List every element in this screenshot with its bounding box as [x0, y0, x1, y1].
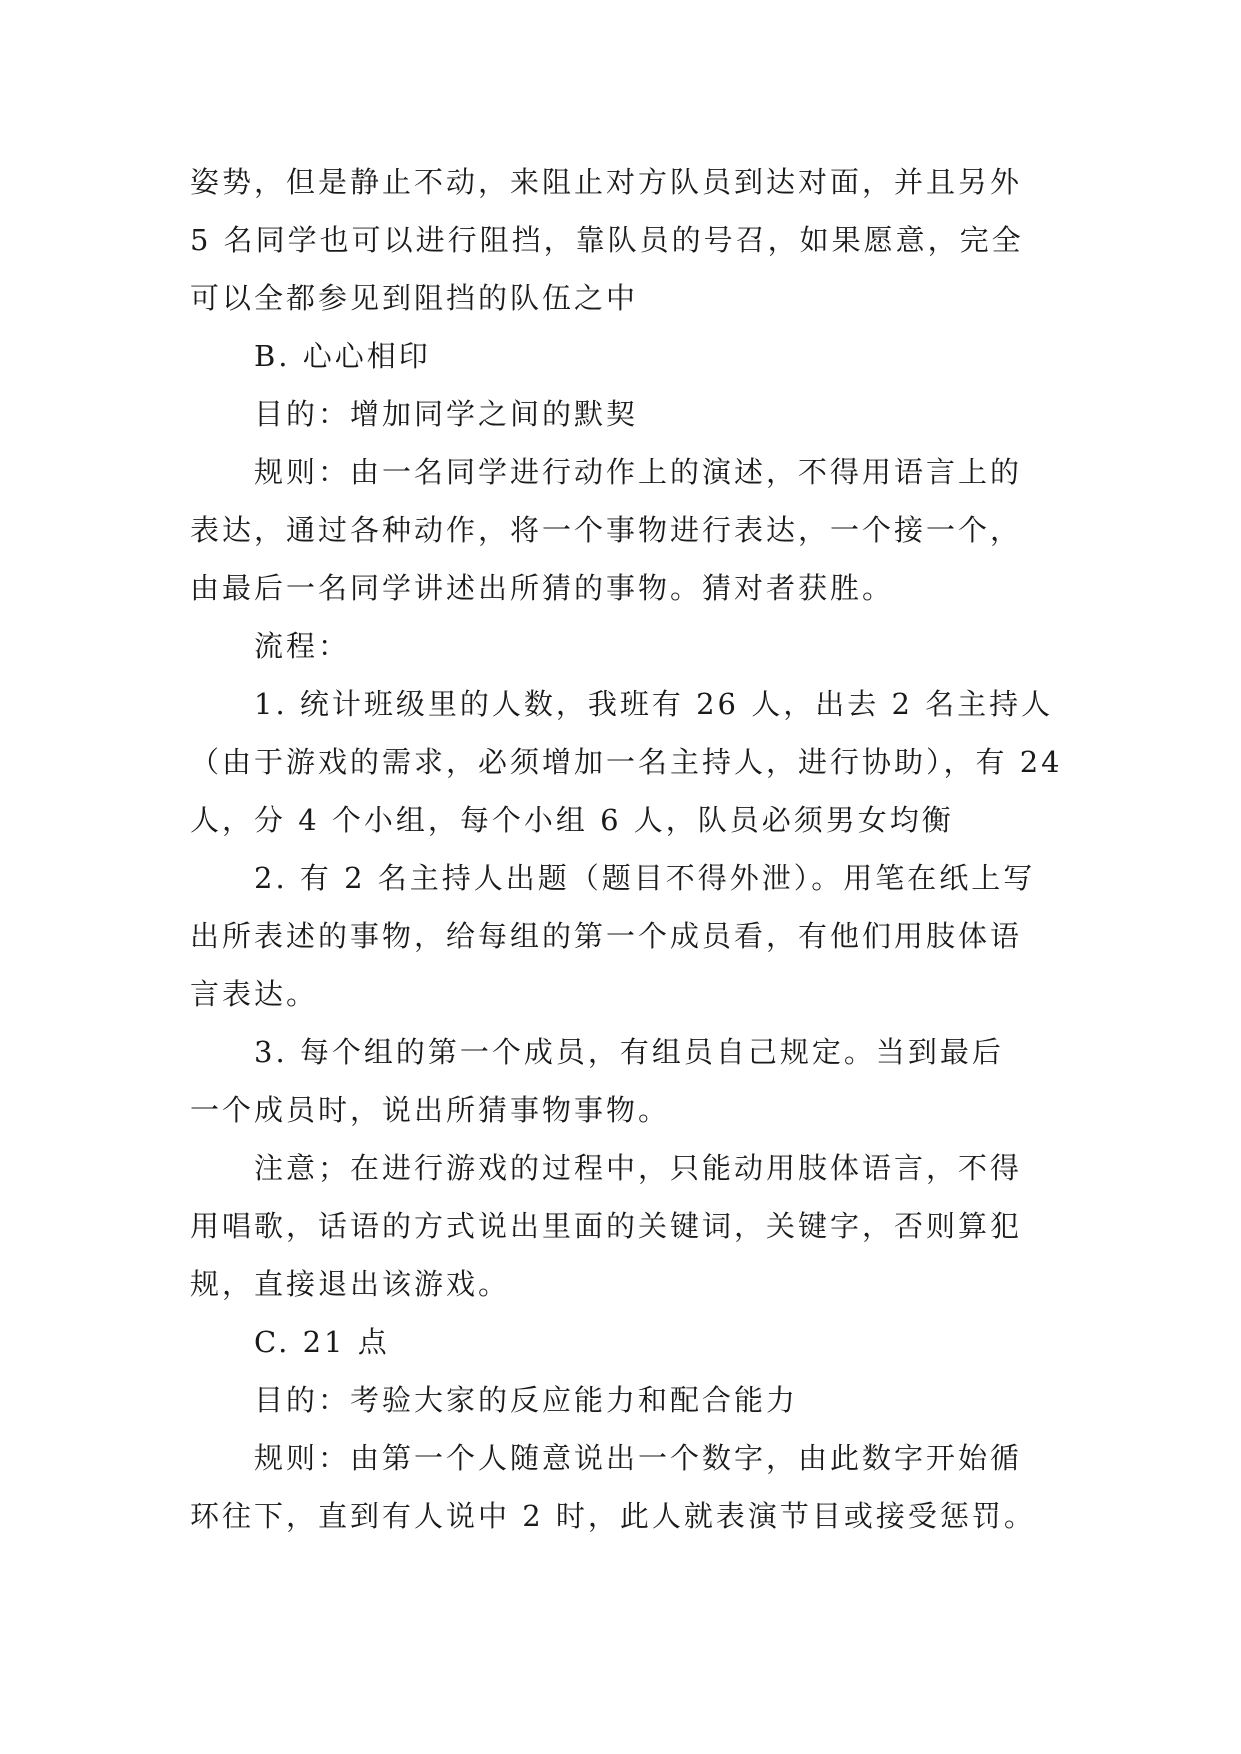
text-line: 环往下，直到有人说中 2 时，此人就表演节目或接受惩罚。: [190, 1499, 1036, 1533]
text-line: 目的：考验大家的反应能力和配合能力: [254, 1383, 799, 1417]
text-line: 姿势，但是静止不动，来阻止对方队员到达对面，并且另外: [190, 165, 1023, 199]
text-line: 一个成员时，说出所猜事物事物。: [190, 1093, 671, 1127]
text-line: 注意；在进行游戏的过程中，只能动用肢体语言，不得: [254, 1151, 1023, 1185]
text-line: 用唱歌，话语的方式说出里面的关键词，关键字，否则算犯: [190, 1209, 1023, 1243]
text-line: 人，分 4 个小组，每个小组 6 人，队员必须男女均衡: [190, 803, 954, 837]
list-item: 2. 有 2 名主持人出题（题目不得外泄）。用笔在纸上写: [254, 861, 1036, 895]
text-line: 规则：由一名同学进行动作上的演述，不得用语言上的: [254, 455, 1023, 489]
text-line: 规则：由第一个人随意说出一个数字，由此数字开始循: [254, 1441, 1023, 1475]
text-line: 可以全都参见到阻挡的队伍之中: [190, 281, 639, 315]
text-line: 5 名同学也可以进行阻挡，靠队员的号召，如果愿意，完全: [190, 223, 1024, 257]
list-item: 1. 统计班级里的人数，我班有 26 人，出去 2 名主持人: [254, 687, 1054, 721]
text-line: 流程：: [254, 629, 351, 663]
text-line: 规，直接退出该游戏。: [190, 1267, 511, 1301]
text-line: 出所表述的事物，给每组的第一个成员看，有他们用肢体语: [190, 919, 1023, 953]
list-item: 3. 每个组的第一个成员，有组员自己规定。当到最后: [254, 1035, 1004, 1069]
text-line: （由于游戏的需求，必须增加一名主持人，进行协助），有 24: [190, 745, 1063, 779]
text-line: 言表达。: [190, 977, 319, 1011]
text-line: 表达，通过各种动作，将一个事物进行表达，一个接一个，: [190, 513, 1023, 547]
text-line: 由最后一名同学讲述出所猜的事物。猜对者获胜。: [190, 571, 895, 605]
document-body: [190, 153, 1063, 1545]
section-heading: C. 21 点: [254, 1325, 390, 1359]
text-line: 目的：增加同学之间的默契: [254, 397, 639, 431]
section-heading: B. 心心相印: [254, 339, 431, 373]
